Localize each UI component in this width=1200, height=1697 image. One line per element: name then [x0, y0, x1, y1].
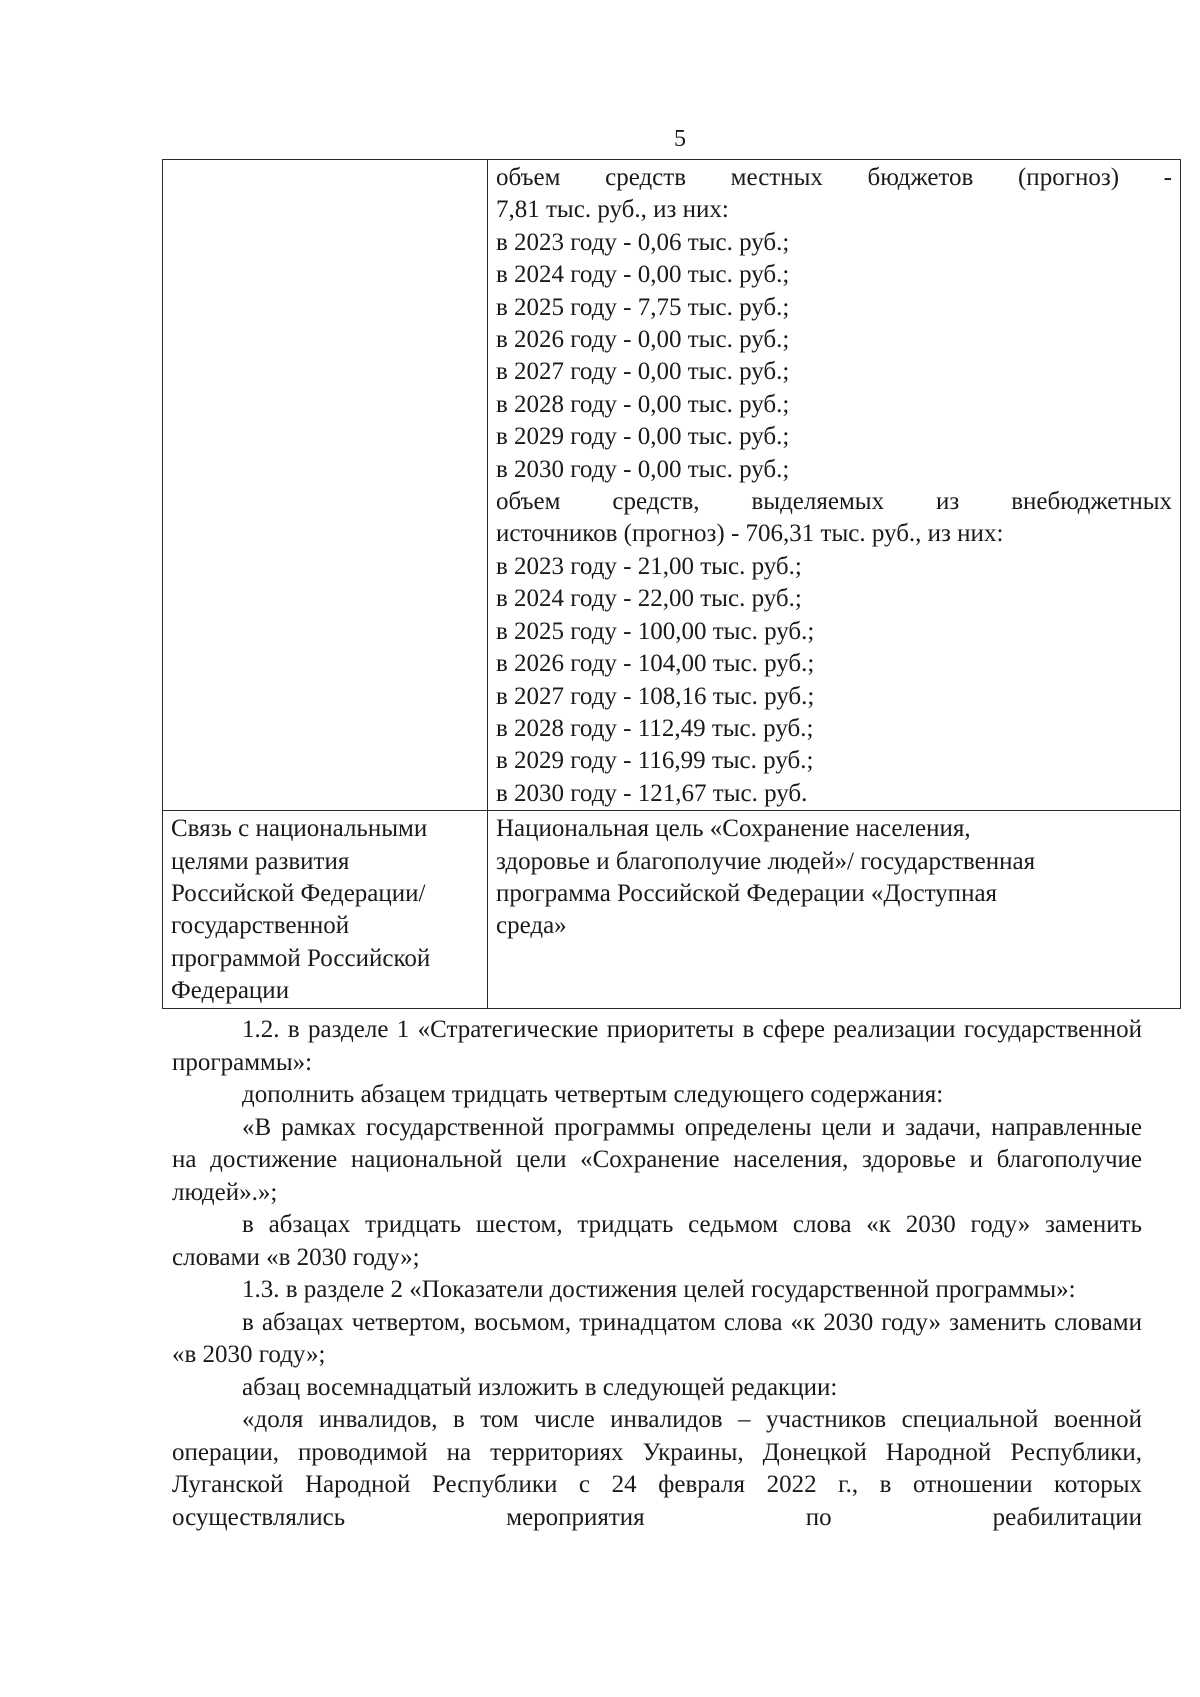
program-passport-table [162, 159, 1181, 1009]
table-cell-national-goals-label [163, 811, 488, 1008]
funding-line: в 2029 году - 116,99 тыс. руб.; [496, 747, 814, 775]
funding-line: в 2027 году - 108,16 тыс. руб.; [496, 682, 815, 710]
table-row-funding [163, 160, 1181, 811]
paragraph-quote-goals: «В рамках государственной программы определены цели и задачи, направленные на достижение национальной цели «Сохранение населения, здоровье и благополучие людей».»; [172, 1113, 1142, 1206]
paragraph-supplement: дополнить абзацем тридцать четвертым следующего содержания: [242, 1081, 944, 1108]
funding-line: в 2024 году - 22,00 тыс. руб.; [496, 585, 802, 613]
funding-line: в 2025 году - 7,75 тыс. руб.; [496, 293, 790, 321]
funding-line: в 2030 году - 121,67 тыс. руб. [496, 779, 808, 807]
funding-line: в 2026 году - 104,00 тыс. руб.; [496, 650, 815, 678]
table-cell-funding-details [488, 160, 1181, 811]
paragraph-1-2: 1.2. в разделе 1 «Стратегические приоритеты в сфере реализации государственной программы»: [172, 1016, 1142, 1076]
funding-line: источников (прогноз) - 706,31 тыс. руб., из них: [496, 520, 1004, 548]
funding-line: объем средств, выделяемых из внебюджетных [496, 488, 1172, 516]
funding-line: в 2028 году - 0,00 тыс. руб.; [496, 390, 790, 418]
page-number: 5 [674, 126, 686, 152]
value-line: Национальная цель «Сохранение населения, [496, 815, 971, 843]
funding-line: в 2026 году - 0,00 тыс. руб.; [496, 326, 790, 354]
label-line: государственной [171, 912, 350, 940]
label-line: Российской Федерации/ [171, 879, 426, 907]
paragraph-replace-words-2: в абзацах четвертом, восьмом, тринадцатом слова «к 2030 году» заменить словами «в 2030 году»; [172, 1308, 1142, 1368]
value-line: программа Российской Федерации «Доступная [496, 879, 998, 907]
paragraph-replace-words-1: в абзацах тридцать шестом, тридцать седьмом слова «к 2030 году» заменить словами «в 2030 году»; [172, 1211, 1142, 1271]
funding-line: в 2024 году - 0,00 тыс. руб.; [496, 261, 790, 289]
label-line: программой Российской [171, 944, 431, 972]
paragraph-quote-disabled: «доля инвалидов, в том числе инвалидов – участников специальной военной операции, проводимой на территориях Украины, Донецкой Народной Республики, Луганской Народной Республики с 24 февраля 2022 г., в отношении которых осуществлялись мероприятия по реабилитации [172, 1406, 1142, 1531]
label-line: целями развития [171, 847, 350, 875]
funding-line: в 2029 году - 0,00 тыс. руб.; [496, 423, 790, 451]
table-cell-national-goals-value [488, 811, 1181, 1008]
funding-line: объем средств местных бюджетов (прогноз) - [496, 164, 1172, 191]
paragraph-1-3: 1.3. в разделе 2 «Показатели достижения целей государственной программы»: [242, 1276, 1076, 1303]
value-line: здоровье и благополучие людей»/ государственная [496, 847, 1036, 875]
funding-line: в 2025 году - 100,00 тыс. руб.; [496, 617, 815, 645]
funding-line: 7,81 тыс. руб., из них: [496, 196, 729, 224]
table-row-national-goals [163, 811, 1181, 1008]
funding-line: в 2030 году - 0,00 тыс. руб.; [496, 455, 790, 483]
paragraph-new-edition: абзац восемнадцатый изложить в следующей редакции: [242, 1373, 838, 1401]
funding-line: в 2023 году - 21,00 тыс. руб.; [496, 552, 802, 580]
funding-line: в 2028 году - 112,49 тыс. руб.; [496, 714, 814, 742]
funding-line: в 2027 году - 0,00 тыс. руб.; [496, 358, 790, 386]
label-line: Федерации [171, 977, 290, 1005]
table-cell-empty-label [163, 160, 488, 811]
label-line: Связь с национальными [171, 815, 428, 843]
funding-line: в 2023 году - 0,06 тыс. руб.; [496, 228, 790, 256]
amendments-text [172, 1014, 1142, 1534]
value-line: среда» [496, 912, 567, 940]
